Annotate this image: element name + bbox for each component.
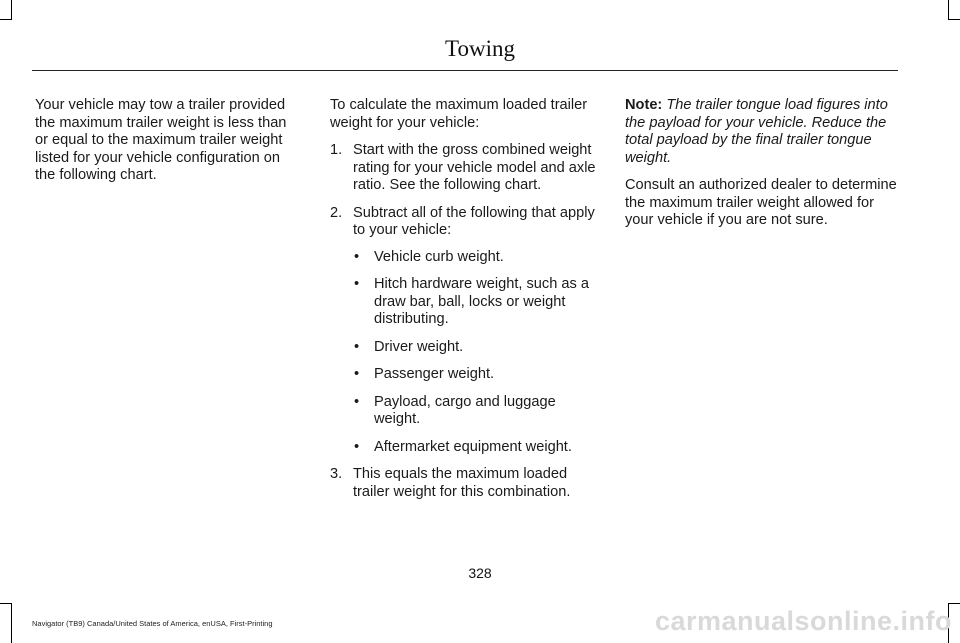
page-title: Towing [445, 36, 515, 61]
crop-mark-top-right-h [948, 19, 960, 20]
crop-mark-top-right-v [948, 0, 949, 20]
calculation-steps [330, 142, 605, 501]
step-number: 3. [330, 466, 343, 482]
header-rule [32, 70, 898, 71]
bullet-icon: • [354, 438, 360, 455]
step-number: 2. [330, 204, 343, 221]
step-text: Subtract all of the following that apply to your vehicle: [353, 204, 595, 238]
subtract-list [353, 249, 605, 457]
step-item [330, 205, 605, 457]
column-middle [330, 97, 605, 511]
intro-paragraph: Your vehicle may tow a trailer provided the maximum trailer weight is less than or equal to the maximum trailer weight listed for your vehicle configuration on the following chart. [35, 97, 287, 183]
step-item [330, 466, 605, 501]
crop-mark-top-left-v [11, 0, 12, 20]
crop-mark-top-left-h [0, 19, 12, 20]
dealer-paragraph: Consult an authorized dealer to determine the maximum trailer weight allowed for your vehicle if you are not sure. [625, 177, 897, 228]
crop-mark-bottom-left-v [11, 603, 12, 643]
step-text: Start with the gross combined weight rating for your vehicle model and axle ratio. See the following chart. [353, 142, 596, 193]
list-item: • Hitch hardware weight, such as a draw bar, ball, locks or weight distributing. [354, 276, 589, 327]
crop-mark-bottom-left-h [0, 603, 12, 604]
bullet-icon: • [354, 248, 360, 265]
edition-footer: Navigator (TB9) Canada/United States of America, enUSA, First-Printing [32, 619, 273, 628]
list-item: • Passenger weight. [354, 366, 495, 382]
column-left [35, 97, 303, 195]
column-right [625, 97, 897, 240]
bullet-icon: • [354, 393, 360, 410]
note [625, 97, 897, 167]
step-text: This equals the maximum loaded trailer weight for this combination. [353, 466, 571, 500]
step-item [330, 142, 605, 195]
list-item: • Payload, cargo and luggage weight. [354, 393, 556, 427]
bullet-icon: • [354, 276, 360, 292]
page-number: 328 [468, 565, 492, 581]
note-text: The trailer tongue load figures into the payload for your vehicle. Reduce the total payload by the final trailer tongue weight. [625, 97, 888, 166]
watermark: carmanualsonline.info [654, 606, 952, 636]
step-number: 1. [330, 142, 343, 158]
note-label: Note: [625, 97, 663, 113]
list-item: • Driver weight. [354, 338, 464, 355]
list-item: • Aftermarket equipment weight. [354, 438, 572, 455]
calculation-intro: To calculate the maximum loaded trailer weight for your vehicle: [330, 97, 588, 131]
bullet-icon: • [354, 366, 360, 382]
bullet-icon: • [354, 338, 360, 355]
crop-mark-bottom-right-h [948, 603, 960, 604]
list-item: • Vehicle curb weight. [354, 248, 504, 265]
